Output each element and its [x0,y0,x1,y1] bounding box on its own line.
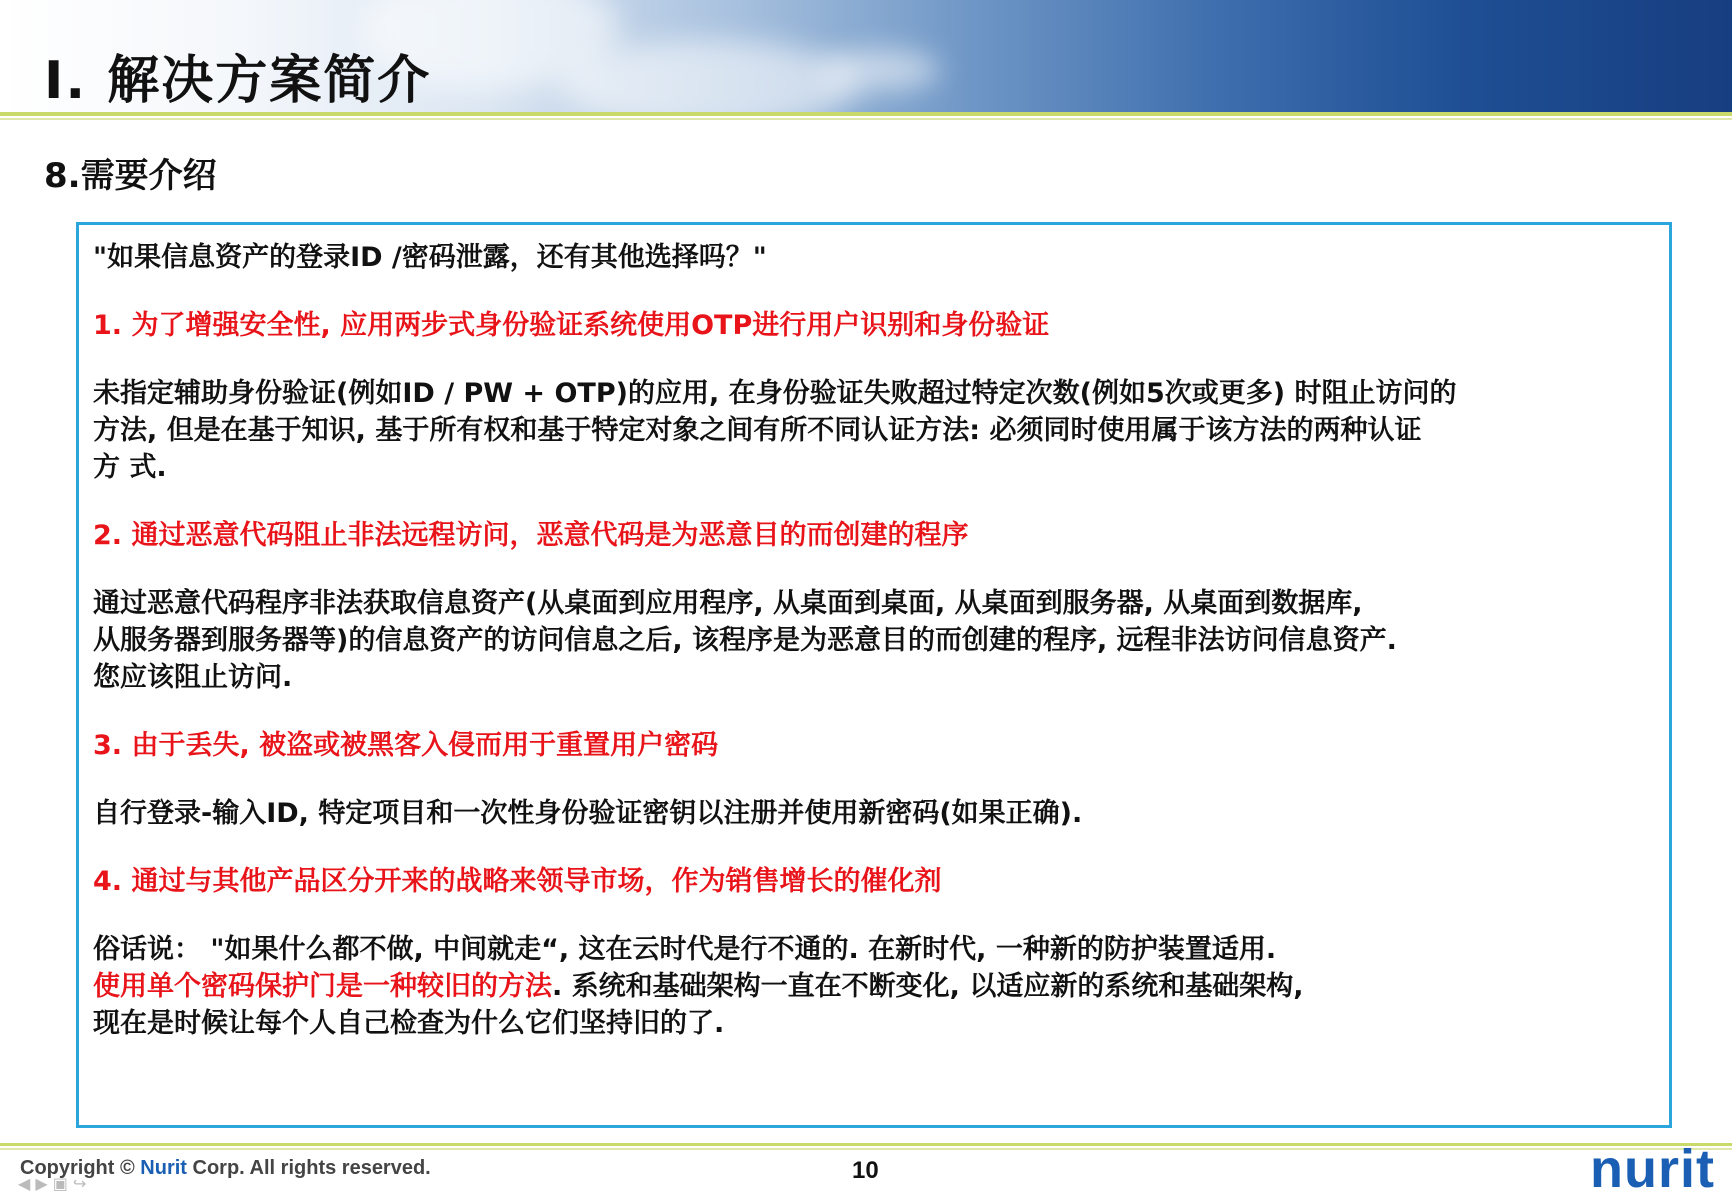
item2-heading: 2. 通过恶意代码阻止非法远程访问，恶意代码是为恶意目的而创建的程序 [93,520,969,551]
copyright-suffix: Corp. All rights reserved. [186,1157,431,1179]
footer-rule-thin [0,1148,1732,1150]
item1-body-line: 方法, 但是在基于知识, 基于所有权和基于特定对象之间有所不同认证方法: 必须同时使用属于该方法的两种认证 [93,415,1422,446]
item2-body-line: 您应该阻止访问. [93,662,293,693]
question-line: "如果信息资产的登录ID /密码泄露，还有其他选择吗？" [93,242,767,273]
page-number: 10 [852,1157,879,1184]
header-rule-thin [0,118,1732,120]
item1-body-line: 未指定辅助身份验证(例如ID / PW + OTP)的应用, 在身份验证失败超过特定次数(例如5次或更多) 时阻止访问的 [93,378,1457,409]
section-subtitle: 8.需要介绍 [44,156,217,196]
copyright-prefix: Copyright © [20,1157,141,1179]
item2-body-line: 从服务器到服务器等)的信息资产的访问信息之后, 该程序是为恶意目的而创建的程序, 远程非法访问信息资产. [93,625,1397,656]
item2-body-line: 通过恶意代码程序非法获取信息资产(从桌面到应用程序, 从桌面到桌面, 从桌面到服务器, 从桌面到数据库, [93,588,1363,619]
item4-heading: 4. 通过与其他产品区分开来的战略来领导市场，作为销售增长的催化剂 [93,866,942,897]
item4-body-line: 俗话说： "如果什么都不做, 中间就走“, 这在云时代是行不通的. 在新时代, 一种新的防护装置适用. [93,934,1277,965]
page-title: Ⅰ. 解决方案简介 [44,51,432,111]
item1-body-line: 方 式. [93,452,167,483]
item4-highlight: 使用单个密码保护门是一种较旧的方法 [93,971,552,1002]
item1-heading: 1. 为了增强安全性, 应用两步式身份验证系统使用OTP进行用户识别和身份验证 [93,310,1050,341]
item3-body-line: 自行登录-输入ID, 特定项目和一次性身份验证密钥以注册并使用新密码(如果正确). [93,798,1083,829]
copyright-brand: Nurit [140,1157,187,1179]
item4-body-line: 现在是时候让每个人自己检查为什么它们坚持旧的了. [93,1008,725,1039]
item3-heading: 3. 由于丢失, 被盗或被黑客入侵而用于重置用户密码 [93,730,719,761]
content-box [76,222,1672,1128]
item4-body-text: . 系统和基础架构一直在不断变化, 以适应新的系统和基础架构, [552,971,1304,1002]
slide-nav-icon[interactable]: ◀ ▶ ▣ ↪ [18,1174,87,1193]
item4-body-line [93,968,1651,1005]
nurit-logo: nurit [1590,1139,1715,1199]
footer-rule [0,1143,1732,1146]
